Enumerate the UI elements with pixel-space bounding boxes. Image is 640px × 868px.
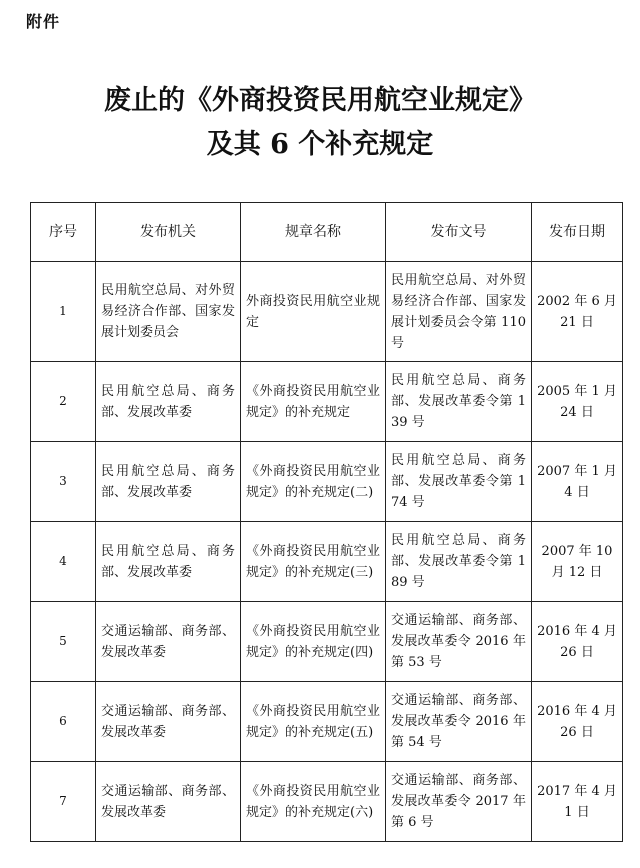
column-header-authority: 发布机关 bbox=[96, 203, 241, 262]
cell-doc-no: 交通运输部、商务部、发展改革委令 2016 年第 53 号 bbox=[386, 602, 532, 682]
cell-name: 外商投资民用航空业规定 bbox=[241, 262, 386, 362]
document-title-line-1: 废止的《外商投资民用航空业规定》 bbox=[104, 85, 536, 116]
cell-name: 《外商投资民用航空业规定》的补充规定 bbox=[241, 362, 386, 442]
cell-date: 2007 年 10 月 12 日 bbox=[532, 522, 623, 602]
cell-date: 2016 年 4 月 26 日 bbox=[532, 602, 623, 682]
table-row bbox=[31, 522, 623, 602]
cell-name: 《外商投资民用航空业规定》的补充规定(六) bbox=[241, 762, 386, 842]
column-header-date: 发布日期 bbox=[532, 203, 623, 262]
cell-date: 2005 年 1 月 24 日 bbox=[532, 362, 623, 442]
cell-authority: 民用航空总局、商务部、发展改革委 bbox=[96, 522, 241, 602]
cell-authority: 交通运输部、商务部、发展改革委 bbox=[96, 682, 241, 762]
cell-authority: 民用航空总局、商务部、发展改革委 bbox=[96, 442, 241, 522]
cell-doc-no: 民用航空总局、商务部、发展改革委令第 139 号 bbox=[386, 362, 532, 442]
document-title-line-2: 及其 6 个补充规定 bbox=[206, 129, 434, 160]
abolished-regulations-table bbox=[30, 202, 623, 842]
cell-authority: 交通运输部、商务部、发展改革委 bbox=[96, 602, 241, 682]
cell-doc-no: 交通运输部、商务部、发展改革委令 2017 年第 6 号 bbox=[386, 762, 532, 842]
cell-date: 2016 年 4 月 26 日 bbox=[532, 682, 623, 762]
column-header-name: 规章名称 bbox=[241, 203, 386, 262]
cell-seq: 4 bbox=[31, 522, 96, 602]
column-header-seq: 序号 bbox=[31, 203, 96, 262]
table-row bbox=[31, 602, 623, 682]
table-row bbox=[31, 682, 623, 762]
cell-seq: 6 bbox=[31, 682, 96, 762]
table-row bbox=[31, 362, 623, 442]
cell-doc-no: 交通运输部、商务部、发展改革委令 2016 年第 54 号 bbox=[386, 682, 532, 762]
cell-seq: 2 bbox=[31, 362, 96, 442]
table-row bbox=[31, 442, 623, 522]
cell-authority: 交通运输部、商务部、发展改革委 bbox=[96, 762, 241, 842]
cell-authority: 民用航空总局、对外贸易经济合作部、国家发展计划委员会 bbox=[96, 262, 241, 362]
cell-seq: 1 bbox=[31, 262, 96, 362]
table-row bbox=[31, 262, 623, 362]
cell-doc-no: 民用航空总局、对外贸易经济合作部、国家发展计划委员会令第 110 号 bbox=[386, 262, 532, 362]
cell-name: 《外商投资民用航空业规定》的补充规定(五) bbox=[241, 682, 386, 762]
column-header-doc-no: 发布文号 bbox=[386, 203, 532, 262]
cell-doc-no: 民用航空总局、商务部、发展改革委令第 174 号 bbox=[386, 442, 532, 522]
cell-seq: 3 bbox=[31, 442, 96, 522]
table-row bbox=[31, 762, 623, 842]
cell-doc-no: 民用航空总局、商务部、发展改革委令第 189 号 bbox=[386, 522, 532, 602]
cell-date: 2017 年 4 月 1 日 bbox=[532, 762, 623, 842]
cell-name: 《外商投资民用航空业规定》的补充规定(四) bbox=[241, 602, 386, 682]
cell-seq: 5 bbox=[31, 602, 96, 682]
attachment-label: 附件 bbox=[26, 12, 61, 31]
cell-name: 《外商投资民用航空业规定》的补充规定(二) bbox=[241, 442, 386, 522]
cell-name: 《外商投资民用航空业规定》的补充规定(三) bbox=[241, 522, 386, 602]
table-header-row bbox=[31, 203, 623, 262]
cell-seq: 7 bbox=[31, 762, 96, 842]
cell-authority: 民用航空总局、商务部、发展改革委 bbox=[96, 362, 241, 442]
cell-date: 2007 年 1 月 4 日 bbox=[532, 442, 623, 522]
cell-date: 2002 年 6 月 21 日 bbox=[532, 262, 623, 362]
